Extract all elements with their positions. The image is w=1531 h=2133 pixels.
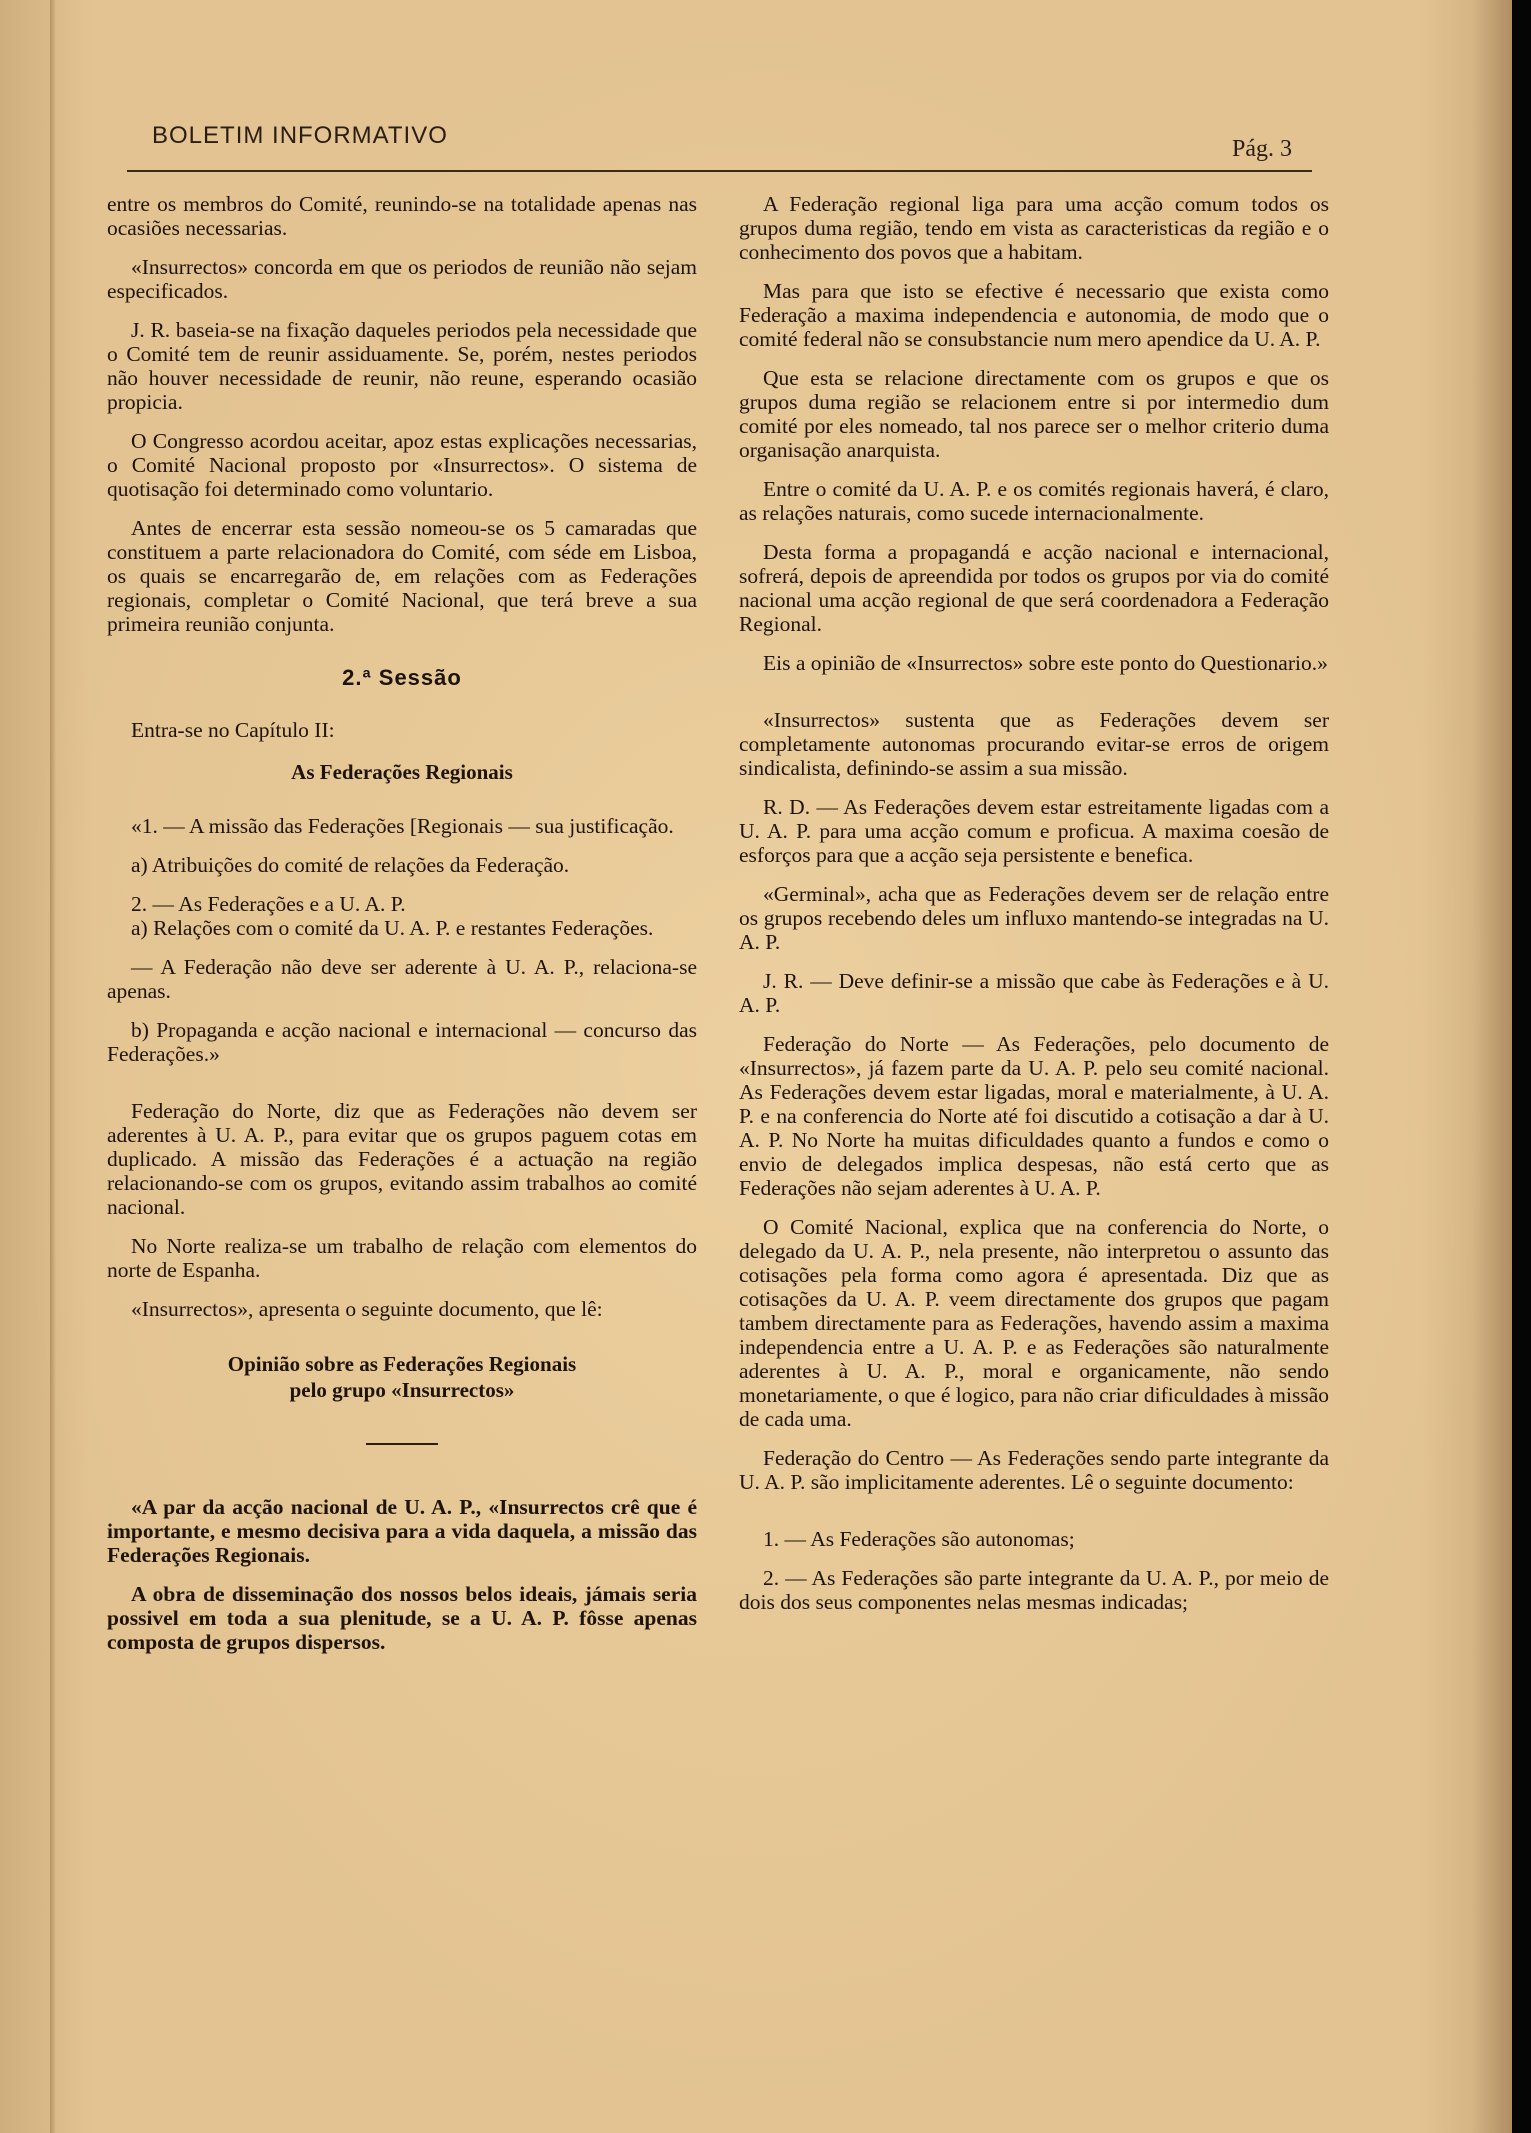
paragraph: A Federação regional liga para uma acção comum todos os grupos duma região, tendo em vista as caracteristicas da região e o conhecimento dos povos que a habitam. [739,192,1329,264]
agenda-item: 2. — As Federações e a U. A. P. [131,892,406,916]
paragraph: No Norte realiza-se um trabalho de relação com elementos do norte de Espanha. [107,1234,697,1282]
paragraph: Federação do Norte — As Federações, pelo documento de «Insurrectos», já fazem parte da U. A. P. pelo seu comité nacional. As Federações devem estar ligadas, moral e materialmente, à U. A. P. e na conferencia do Norte até foi discutido a cotisação a dar à U. A. P. No Norte ha muitas dificuldades quanto a fundos e como o envio de delegados implica despesas, não está certo que as Federações não sejam aderentes à U. A. P. [739,1032,1329,1200]
chapter-line: Entra-se no Capítulo II: [131,718,335,742]
list-item: 1. — As Federações são autonomas; [763,1527,1075,1551]
page-edge [1472,0,1512,2133]
document-title-line: pelo grupo «Insurrectos» [289,1378,515,1402]
paragraph: O Comité Nacional, explica que na conferencia do Norte, o delegado da U. A. P., nela presente, não interpretou o assunto das cotisações pela forma como agora é apresentada. Diz que as cotisações da U. A. P. veem directamente dos grupos que pagam tambem directamente para as Federações, havendo assim a maxima independencia entre a U. A. P. e as Federações são naturalmente aderentes à U. A. P., moral e organicamente, não sendo monetariamente, o que é logico, para não criar dificuldades à missão de cada uma. [739,1215,1329,1431]
document-title-line: Opinião sobre as Federações Regionais [227,1352,577,1376]
quoted-paragraph: A obra de disseminação dos nossos belos ideais, jámais seria possivel em toda a sua plenitude, se a U. A. P. fôsse apenas composta de grupos dispersos. [107,1582,697,1654]
paragraph: Mas para que isto se efective é necessario que exista como Federação a maxima independencia e autonomia, de modo que o comité federal não se consubstancie num mero apendice da U. A. P. [739,279,1329,351]
paragraph: R. D. — As Federações devem estar estreitamente ligadas com a U. A. P. para uma acção comum e proficua. A maxima coesão de esforços para que a acção seja persistente e benefica. [739,795,1329,867]
document-title [107,1351,697,1403]
paragraph: «Insurrectos» concorda em que os periodos de reunião não sejam especificados. [107,255,697,303]
paragraph: J. R. — Deve definir-se a missão que cabe às Federações e à U. A. P. [739,969,1329,1017]
paragraph: Federação do Norte, diz que as Federações não devem ser aderentes à U. A. P., para evitar que os grupos paguem cotas em duplicado. A missão das Federações é a actuação na região relacionando-se com os grupos, evitando assim trabalhos ao comité nacional. [107,1099,697,1219]
session-heading: 2.ª Sessão [342,665,462,690]
bulletin-title: BOLETIM INFORMATIVO [152,122,448,149]
paragraph: Federação do Centro — As Federações sendo parte integrante da U. A. P. são implicitamente aderentes. Lê o seguinte documento: [739,1446,1329,1494]
header-rule [127,170,1312,172]
chapter-title: As Federações Regionais [291,760,513,784]
paragraph: Antes de encerrar esta sessão nomeou-se os 5 camaradas que constituem a parte relacionadora do Comité, com séde em Lisboa, os quais se encarregarão de, em relações com as Federações regionais, completar o Comité Nacional, que terá breve a sua primeira reunião conjunta. [107,516,697,636]
divider [366,1443,438,1445]
page-header [152,118,1302,178]
paragraph: «Germinal», acha que as Federações devem ser de relação entre os grupos recebendo deles um influxo mantendo-se integradas na U. A. P. [739,882,1329,954]
paragraph: «Insurrectos», apresenta o seguinte documento, que lê: [131,1297,603,1321]
page-number: Pág. 3 [1232,136,1292,162]
paragraph: Eis a opinião de «Insurrectos» sobre este ponto do Questionario.» [763,651,1328,675]
agenda-item: «1. — A missão das Federações [Regionais — sua justificação. [131,814,674,838]
paragraph: J. R. baseia-se na fixação daqueles periodos pela necessidade que o Comité tem de reunir assiduamente. Se, porém, nestes periodos não houver necessidade de reunir, não reune, esperando ocasião propicia. [107,318,697,414]
agenda-item: a) Atribuições do comité de relações da Federação. [131,853,570,877]
paragraph: O Congresso acordou aceitar, apoz estas explicações necessarias, o Comité Nacional proposto por «Insurrectos». O sistema de quotisação foi determinado como voluntario. [107,429,697,501]
quoted-paragraph: «A par da acção nacional de U. A. P., «Insurrectos crê que é importante, e mesmo decisiva para a vida daquela, a missão das Federações Regionais. [107,1495,697,1567]
paragraph: Que esta se relacione directamente com os grupos e que os grupos duma região se relacionem entre si por intermedio dum comité por eles nomeado, tal nos parece ser o melhor criterio duma organisação anarquista. [739,366,1329,462]
paragraph: Desta forma a propagandá e acção nacional e internacional, sofrerá, depois de apreendida por todos os grupos por via do comité nacional uma acção regional de que será coordenadora a Federação Regional. [739,540,1329,636]
left-column [107,192,697,1669]
paragraph: «Insurrectos» sustenta que as Federações devem ser completamente autonomas procurando evitar-se erros de origem sindicalista, definindo-se assim a sua missão. [739,708,1329,780]
list-item: 2. — As Federações são parte integrante da U. A. P., por meio de dois dos seus componentes nelas mesmas indicadas; [739,1566,1329,1614]
agenda-item: a) Relações com o comité da U. A. P. e restantes Federações. [131,916,654,940]
agenda-note: — A Federação não deve ser aderente à U. A. P., relaciona-se apenas. [107,955,697,1003]
agenda-item: b) Propaganda e acção nacional e internacional — concurso das Federações.» [107,1018,697,1066]
right-column [739,192,1329,1629]
paragraph: Entre o comité da U. A. P. e os comités regionais haverá, é claro, as relações naturais, como sucede internacionalmente. [739,477,1329,525]
page-fold [50,0,56,2133]
paragraph: entre os membros do Comité, reunindo-se na totalidade apenas nas ocasiões necessarias. [107,192,697,240]
